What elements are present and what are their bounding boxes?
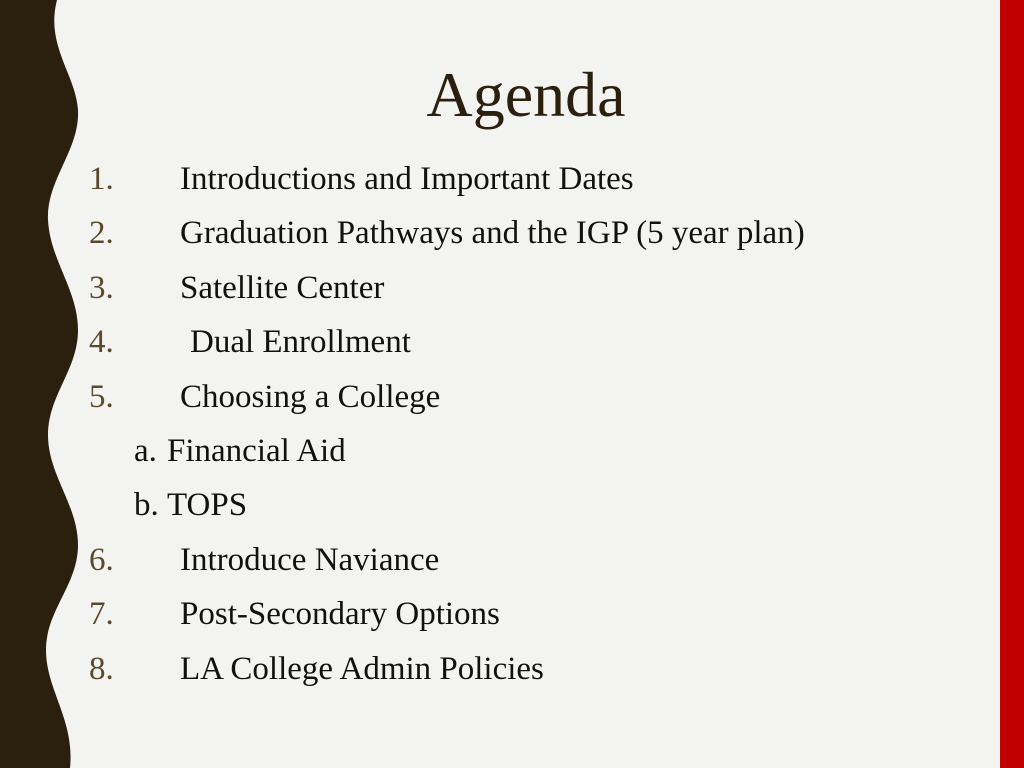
- item-label: Post-Secondary Options: [180, 596, 500, 633]
- item-number: 7.: [89, 596, 114, 633]
- item-label: Graduation Pathways and the IGP (5 year plan): [180, 215, 805, 252]
- item-number: 8.: [89, 650, 114, 687]
- agenda-list: [0, 152, 990, 696]
- item-number: 1.: [89, 161, 114, 197]
- item-number: 3.: [89, 269, 114, 306]
- agenda-item: [0, 206, 990, 260]
- item-label: Dual Enrollment: [190, 324, 411, 361]
- agenda-item: [0, 642, 990, 696]
- item-number: 6.: [89, 541, 114, 578]
- item-number: 2.: [89, 215, 114, 252]
- item-label: LA College Admin Policies: [180, 650, 544, 687]
- agenda-item: [0, 370, 990, 424]
- item-label: Choosing a College: [180, 378, 441, 415]
- subitem-letter: b.: [134, 487, 159, 524]
- agenda-item: [0, 533, 990, 587]
- agenda-subitem: [0, 478, 990, 532]
- item-label: Introduce Naviance: [180, 541, 440, 578]
- agenda-subitem: [0, 424, 990, 478]
- agenda-item: [0, 587, 990, 641]
- item-number: 5.: [89, 378, 114, 415]
- slide-title: Agenda: [426, 59, 626, 130]
- agenda-item: [0, 152, 990, 206]
- agenda-item: [0, 261, 990, 315]
- subitem-label: Financial Aid: [167, 432, 346, 469]
- item-label: Introductions and Important Dates: [180, 161, 634, 197]
- subitem-letter: a.: [134, 432, 157, 469]
- item-number: 4.: [89, 324, 114, 361]
- agenda-item: [0, 315, 990, 369]
- subitem-label: TOPS: [167, 487, 248, 524]
- item-label: Satellite Center: [180, 269, 385, 306]
